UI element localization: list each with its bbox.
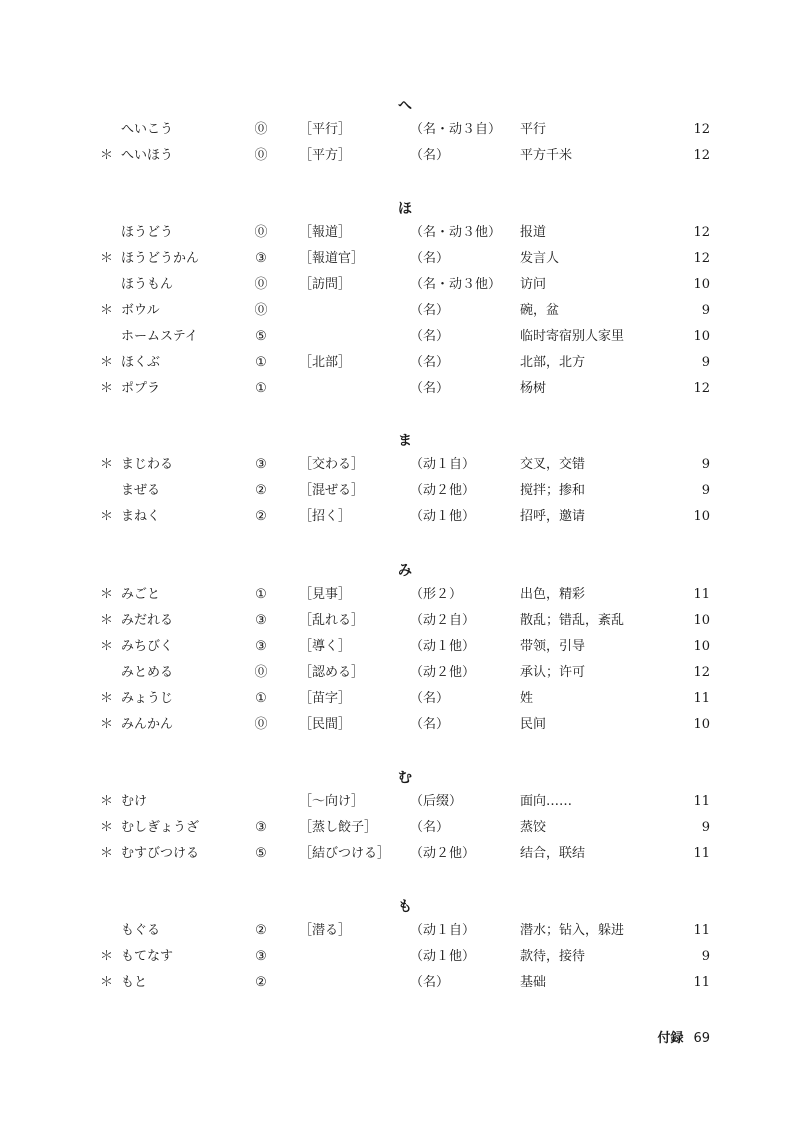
entry-pos: （动１他） [410, 639, 476, 654]
entry-kana: へいこう [121, 122, 174, 137]
entry-accent: ③ [255, 613, 267, 628]
entry-pos: （名・动３他） [410, 225, 502, 240]
entry-accent: ③ [255, 457, 267, 472]
entry-pos: （动２他） [410, 846, 476, 861]
entry-mark: ＊ [100, 949, 114, 964]
entry-pos: （名・动３自） [410, 122, 502, 137]
entry-accent: ① [255, 381, 267, 396]
entry-mark: ＊ [100, 509, 114, 524]
entry-kanji: ［認める］ [299, 665, 365, 680]
entry-row [0, 326, 800, 348]
entry-lesson: 10 [693, 717, 710, 732]
entry-row [0, 946, 800, 968]
section-header: ま [398, 433, 412, 449]
entry-lesson: 11 [693, 691, 710, 706]
entry-pos: （名） [410, 820, 450, 835]
entry-kanji: ［平方］ [299, 148, 352, 163]
entry-meaning: 民间 [520, 717, 547, 732]
entry-accent: ③ [255, 251, 267, 266]
section-header: へ [398, 98, 412, 114]
entry-row [0, 688, 800, 710]
entry-pos: （名） [410, 381, 450, 396]
entry-kana: ほうどうかん [121, 251, 200, 266]
entry-accent: ⓪ [254, 277, 268, 292]
section-header: ほ [398, 201, 412, 217]
entry-kana: まじわる [121, 457, 174, 472]
entry-row [0, 610, 800, 632]
entry-row [0, 972, 800, 994]
entry-accent: ⑤ [255, 846, 267, 861]
entry-meaning: 临时寄宿别人家里 [520, 329, 625, 344]
entry-lesson: 11 [693, 923, 710, 938]
entry-kana: ほうどう [121, 225, 174, 240]
entry-kana: ほうもん [121, 277, 174, 292]
entry-kanji: ［苗字］ [299, 691, 352, 706]
entry-kanji: ［潜る］ [299, 923, 352, 938]
entry-lesson: 12 [693, 122, 710, 137]
entry-kanji: ［報道官］ [299, 251, 365, 266]
entry-kana: むすびつける [121, 846, 200, 861]
entry-row [0, 791, 800, 813]
entry-row [0, 662, 800, 684]
entry-lesson: 11 [693, 794, 710, 809]
entry-mark: ＊ [100, 355, 114, 370]
entry-row [0, 817, 800, 839]
entry-lesson: 9 [701, 949, 710, 964]
entry-kana: ほくぶ [121, 355, 161, 370]
entry-pos: （名） [410, 303, 450, 318]
entry-meaning: 发言人 [520, 251, 560, 266]
entry-pos: （名） [410, 251, 450, 266]
entry-meaning: 搅拌；掺和 [520, 483, 586, 498]
entry-meaning: 款待，接待 [520, 949, 586, 964]
entry-row [0, 636, 800, 658]
entry-row [0, 920, 800, 942]
entry-mark: ＊ [100, 613, 114, 628]
entry-accent: ⑤ [255, 329, 267, 344]
entry-pos: （形２） [410, 587, 463, 602]
entry-row [0, 454, 800, 476]
entry-accent: ⓪ [254, 225, 268, 240]
entry-kana: みちびく [121, 639, 174, 654]
entry-lesson: 10 [693, 277, 710, 292]
entry-row [0, 145, 800, 167]
section-header: む [398, 770, 412, 786]
section-header: み [398, 563, 412, 579]
entry-kana: もぐる [121, 923, 161, 938]
entry-mark: ＊ [100, 303, 114, 318]
entry-lesson: 12 [693, 665, 710, 680]
entry-kana: ホームステイ [121, 329, 198, 344]
entry-pos: （名） [410, 329, 450, 344]
entry-meaning: 基础 [520, 975, 547, 990]
entry-row [0, 274, 800, 296]
entry-lesson: 11 [693, 846, 710, 861]
entry-mark: ＊ [100, 587, 114, 602]
entry-mark: ＊ [100, 717, 114, 732]
entry-mark: ＊ [100, 457, 114, 472]
entry-meaning: 报道 [520, 225, 547, 240]
entry-meaning: 杨树 [520, 381, 547, 396]
entry-lesson: 12 [693, 148, 710, 163]
entry-row [0, 222, 800, 244]
entry-accent: ② [255, 975, 267, 990]
entry-lesson: 9 [701, 483, 710, 498]
page-footer [657, 1027, 710, 1046]
entry-kanji: ［結びつける］ [299, 846, 391, 861]
entry-meaning: 潜水；钻入，躲进 [520, 923, 625, 938]
entry-meaning: 承认；许可 [520, 665, 586, 680]
entry-pos: （动２自） [410, 613, 476, 628]
entry-lesson: 10 [693, 509, 710, 524]
entry-meaning: 平方千米 [520, 148, 573, 163]
entry-kana: もと [121, 975, 148, 990]
entry-meaning: 蒸饺 [520, 820, 547, 835]
entry-accent: ③ [255, 820, 267, 835]
entry-lesson: 12 [693, 251, 710, 266]
section-header: も [398, 899, 412, 915]
entry-lesson: 10 [693, 613, 710, 628]
entry-kanji: ［～向け］ [299, 794, 365, 809]
entry-kanji: ［混ぜる］ [299, 483, 365, 498]
entry-row [0, 300, 800, 322]
entry-mark: ＊ [100, 794, 114, 809]
entry-accent: ② [255, 923, 267, 938]
entry-row [0, 378, 800, 400]
entry-accent: ② [255, 483, 267, 498]
entry-kana: みごと [121, 587, 161, 602]
entry-pos: （名） [410, 717, 450, 732]
entry-kanji: ［民間］ [299, 717, 352, 732]
entry-kanji: ［蒸し餃子］ [299, 820, 378, 835]
entry-meaning: 北部，北方 [520, 355, 586, 370]
entry-kanji: ［北部］ [299, 355, 352, 370]
entry-row [0, 119, 800, 141]
entry-accent: ⓪ [254, 303, 268, 318]
entry-pos: （动１自） [410, 923, 476, 938]
entry-kana: まねく [121, 509, 161, 524]
entry-pos: （动２他） [410, 665, 476, 680]
entry-lesson: 9 [701, 457, 710, 472]
entry-kanji: ［報道］ [299, 225, 352, 240]
entry-meaning: 碗，盆 [520, 303, 560, 318]
entry-pos: （动１他） [410, 509, 476, 524]
entry-lesson: 11 [693, 975, 710, 990]
entry-pos: （名） [410, 975, 450, 990]
entry-accent: ③ [255, 949, 267, 964]
entry-pos: （动１自） [410, 457, 476, 472]
entry-mark: ＊ [100, 381, 114, 396]
footer-label: 付録 [657, 1031, 684, 1046]
entry-meaning: 交叉，交错 [520, 457, 586, 472]
entry-kana: ボウル [121, 303, 160, 318]
entry-kanji: ［見事］ [299, 587, 352, 602]
entry-pos: （名） [410, 148, 450, 163]
entry-meaning: 访问 [520, 277, 547, 292]
entry-pos: （后缀） [410, 794, 463, 809]
entry-lesson: 10 [693, 639, 710, 654]
entry-kana: まぜる [121, 483, 161, 498]
entry-meaning: 出色，精彩 [520, 587, 586, 602]
entry-mark: ＊ [100, 251, 114, 266]
entry-kanji: ［訪問］ [299, 277, 352, 292]
entry-kanji: ［交わる］ [299, 457, 365, 472]
entry-kanji: ［導く］ [299, 639, 352, 654]
entry-accent: ⓪ [254, 122, 268, 137]
entry-meaning: 结合，联结 [520, 846, 586, 861]
entry-row [0, 843, 800, 865]
entry-meaning: 带领，引导 [520, 639, 586, 654]
entry-kana: みだれる [121, 613, 174, 628]
entry-accent: ⓪ [254, 665, 268, 680]
entry-mark: ＊ [100, 639, 114, 654]
entry-kana: むしぎょうざ [121, 820, 200, 835]
entry-accent: ① [255, 587, 267, 602]
entry-accent: ① [255, 691, 267, 706]
entry-row [0, 584, 800, 606]
entry-kanji: ［招く］ [299, 509, 352, 524]
entry-accent: ③ [255, 639, 267, 654]
entry-meaning: 姓 [520, 691, 534, 706]
entry-meaning: 面向…… [520, 794, 573, 809]
entry-pos: （名） [410, 355, 450, 370]
entry-kana: ポプラ [121, 381, 161, 396]
page-number: 69 [693, 1031, 710, 1046]
entry-row [0, 506, 800, 528]
entry-accent: ① [255, 355, 267, 370]
entry-kana: みとめる [121, 665, 174, 680]
entry-row [0, 248, 800, 270]
entry-mark: ＊ [100, 691, 114, 706]
entry-pos: （名・动３他） [410, 277, 502, 292]
entry-kana: むけ [121, 794, 148, 809]
entry-kana: みょうじ [121, 691, 174, 706]
entry-mark: ＊ [100, 846, 114, 861]
entry-pos: （动１他） [410, 949, 476, 964]
entry-row [0, 714, 800, 736]
entry-mark: ＊ [100, 975, 114, 990]
entry-meaning: 招呼，邀请 [520, 509, 586, 524]
entry-lesson: 9 [701, 303, 710, 318]
entry-row [0, 480, 800, 502]
entry-mark: ＊ [100, 820, 114, 835]
entry-meaning: 散乱；错乱，紊乱 [520, 613, 625, 628]
entry-pos: （名） [410, 691, 450, 706]
entry-kanji: ［乱れる］ [299, 613, 365, 628]
entry-row [0, 352, 800, 374]
entry-lesson: 9 [701, 820, 710, 835]
entry-pos: （动２他） [410, 483, 476, 498]
entry-mark: ＊ [100, 148, 114, 163]
entry-lesson: 11 [693, 587, 710, 602]
entry-accent: ② [255, 509, 267, 524]
entry-lesson: 9 [701, 355, 710, 370]
entry-meaning: 平行 [520, 122, 547, 137]
entry-kana: みんかん [121, 717, 174, 732]
entry-lesson: 10 [693, 329, 710, 344]
entry-kana: へいほう [121, 148, 174, 163]
entry-kanji: ［平行］ [299, 122, 352, 137]
entry-lesson: 12 [693, 225, 710, 240]
entry-lesson: 12 [693, 381, 710, 396]
entry-accent: ⓪ [254, 717, 268, 732]
entry-kana: もてなす [121, 949, 174, 964]
entry-accent: ⓪ [254, 148, 268, 163]
